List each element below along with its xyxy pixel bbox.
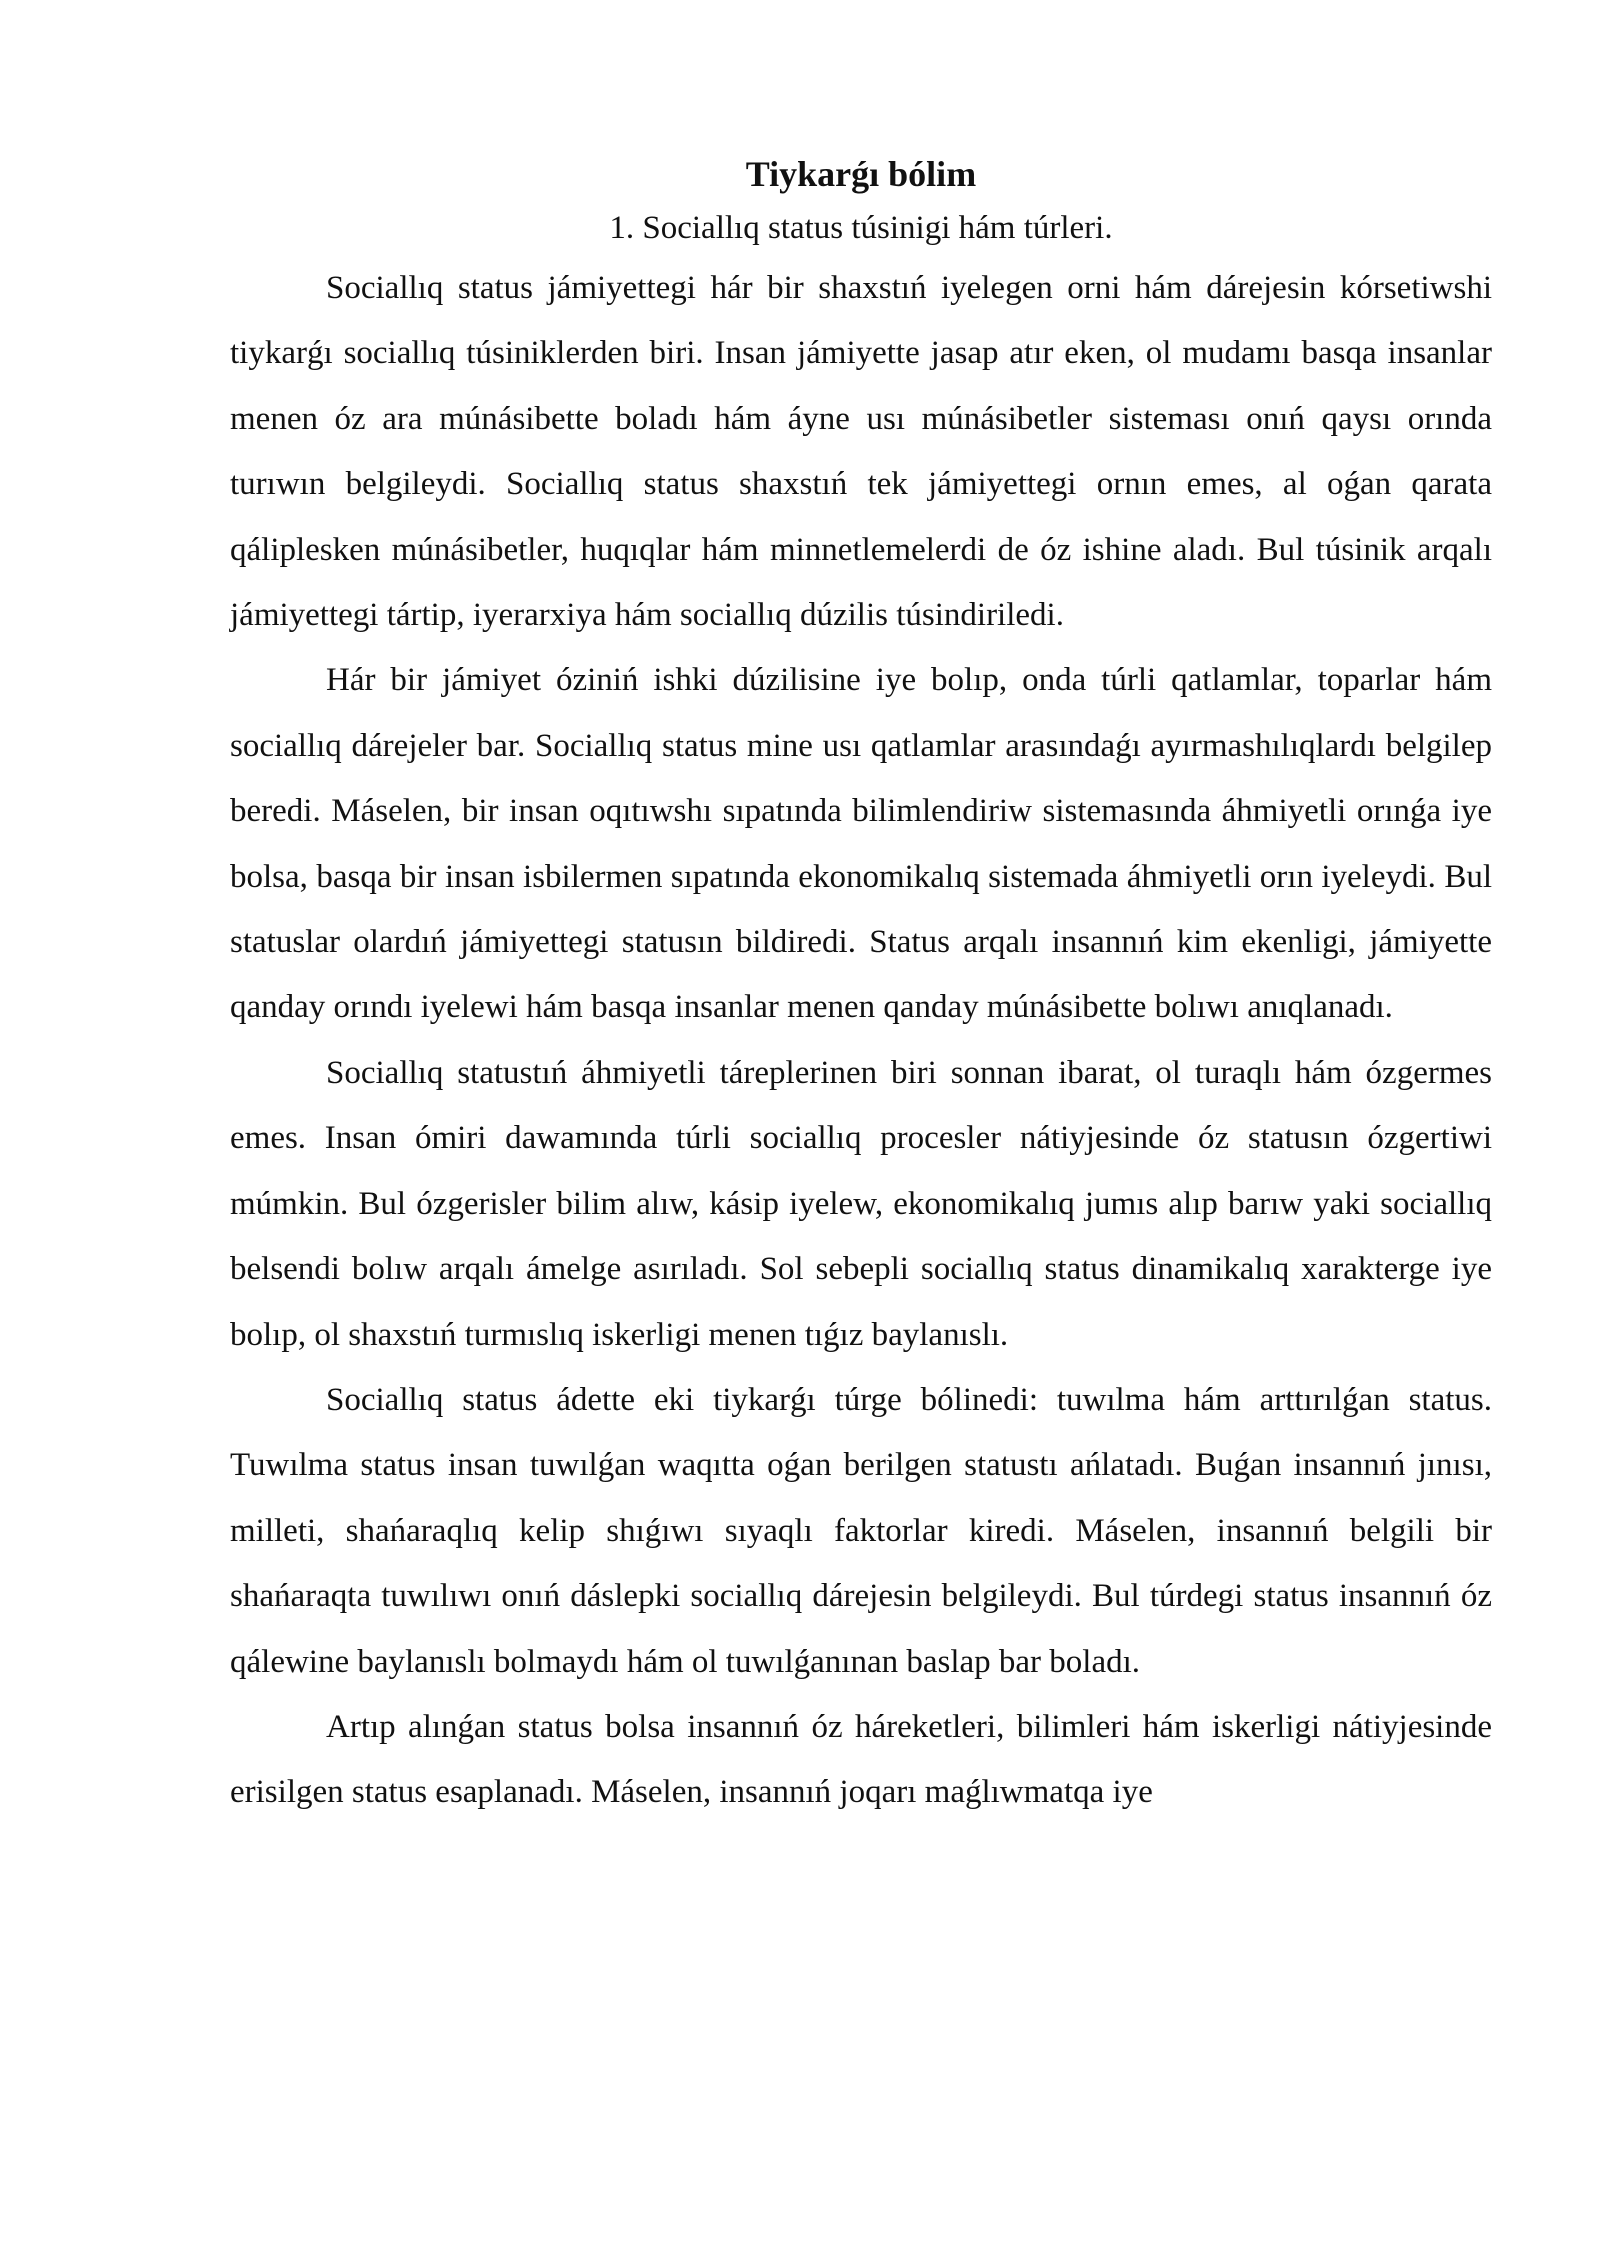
paragraph: Sociallıq status jámiyettegi hár bir shaxstıń iyelegen orni hám dárejesin kórsetiwshi tiykarǵı sociallıq túsiniklerden biri. Insan jámiyette jasap atır eken, ol mudamı basqa insanlar menen óz ara múnásibette boladı hám áyne usı múnásibetler sisteması onıń qaysı orında turıwın belgileydi. Sociallıq status shaxstıń tek jámiyettegi ornın emes, al oǵan qarata qáliplesken múnásibetler, huqıqlar hám minnetlemelerdi de óz ishine aladı. Bul túsinik arqalı jámiyettegi tártip, iyerarxiya hám sociallıq dúzilis túsindiriledi. xyxy=(230,270,1492,634)
document-body xyxy=(230,148,1492,1826)
paragraph: Artıp alınǵan status bolsa insannıń óz háreketleri, bilimleri hám iskerligi nátiyjesinde erisilgen status esaplanadı. Máselen, insannıń joqarı maǵlıwmatqa iye xyxy=(230,1708,1492,1811)
subsection-title: 1. Sociallıq status túsinigi hám túrleri. xyxy=(609,210,1113,246)
paragraph: Sociallıq status ádette eki tiykarǵı túrge bólinedi: tuwılma hám arttırılǵan status. Tuwılma status insan tuwılǵan waqıtta oǵan berilgen statustı ańlatadı. Buǵan insannıń jınısı, milleti, shańaraqlıq kelip shıǵıwı sıyaqlı faktorlar kiredi. Máselen, insannıń belgili bir shańaraqta tuwılıwı onıń dáslepki sociallıq dárejesin belgileydi. Bul túrdegi status insannıń óz qálewine baylanıslı bolmaydı hám ol tuwılǵanınan baslap bar boladı. xyxy=(230,1381,1492,1680)
paragraph: Sociallıq statustıń áhmiyetli táreplerinen biri sonnan ibarat, ol turaqlı hám ózgermes emes. Insan ómiri dawamında túrli sociallıq procesler nátiyjesinde óz statusın ózgertiwi múmkin. Bul ózgerisler bilim alıw, kásip iyelew, ekonomikalıq jumıs alıp barıw yaki sociallıq belsendi bolıw arqalı ámelge asırıladı. Sol sebepli sociallıq status dinamikalıq xarakterge iye bolıp, ol shaxstıń turmıslıq iskerligi menen tıǵız baylanıslı. xyxy=(230,1054,1492,1353)
section-heading: Tiykarǵı bólim xyxy=(745,154,977,194)
paragraph: Hár bir jámiyet óziniń ishki dúzilisine iye bolıp, onda túrli qatlamlar, toparlar hám sociallıq dárejeler bar. Sociallıq status mine usı qatlamlar arasındaǵı ayırmashılıqlardı belgilep beredi. Máselen, bir insan oqıtıwshı sıpatında bilimlendiriw sistemasında áhmiyetli orınǵa iye bolsa, basqa bir insan isbilermen sıpatında ekonomikalıq sistemada áhmiyetli orın iyeleydi. Bul statuslar olardıń jámiyettegi statusın bildiredi. Status arqalı insannıń kim ekenligi, jámiyette qanday orındı iyelewi hám basqa insanlar menen qanday múnásibette bolıwı anıqlanadı. xyxy=(230,662,1492,1026)
